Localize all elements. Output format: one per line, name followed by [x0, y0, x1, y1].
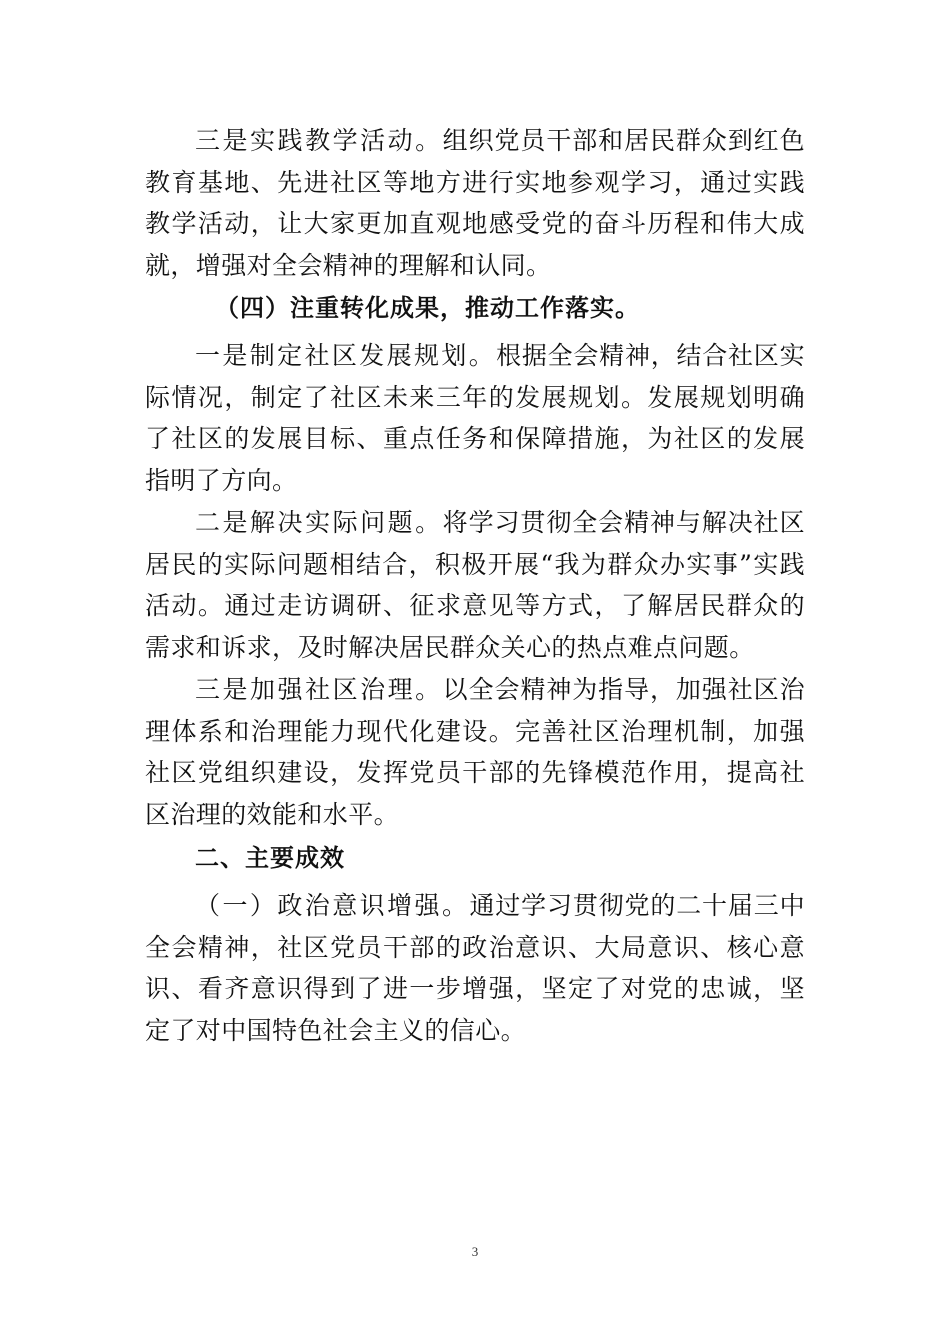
paragraph-lead: 三是实践教学活动。 [195, 126, 443, 155]
page-number: 3 [471, 1244, 479, 1259]
paragraph-text: 以全会精神为指导，加强社区治理体系和治理能力现代化建设。完善社区治理机制，加强社区党组织建设，发挥党员干部的先锋模范作用，提高社区治理的效能和水平。 [145, 675, 805, 829]
paragraph-text: 通过学习贯彻党的二十届三中全会精神，社区党员干部的政治意识、大局意识、核心意识、看齐意识得到了进一步增强，坚定了对党的忠诚，坚定了对中国特色社会主义的信心。 [145, 891, 805, 1045]
paragraph-community-governance [145, 669, 805, 835]
paragraph-lead: 一是制定社区发展规划。 [195, 341, 497, 370]
document-body [145, 120, 805, 1052]
paragraph-lead: 三是加强社区治理。 [195, 675, 443, 704]
paragraph-text: 根据全会精神，结合社区实际情况，制定了社区未来三年的发展规划。发展规划明确了社区的发展目标、重点任务和保障措施，为社区的发展指明了方向。 [145, 341, 805, 495]
section-heading-main-results: 二、主要成效 [195, 844, 345, 872]
paragraph-text: 组织党员干部和居民群众到红色教育基地、先进社区等地方进行实地参观学习，通过实践教学活动，让大家更加直观地感受党的奋斗历程和伟大成就，增强对全会精神的理解和认同。 [145, 126, 805, 280]
paragraph-practice-teaching [145, 120, 805, 286]
paragraph-political-awareness [145, 885, 805, 1051]
paragraph-lead: （一）政治意识增强。 [195, 891, 470, 920]
paragraph-development-plan [145, 335, 805, 501]
paragraph-lead: 二是解决实际问题。 [195, 508, 443, 537]
paragraph-solve-problems [145, 502, 805, 668]
section-heading-four: （四）注重转化成果，推动工作落实。 [215, 294, 640, 322]
paragraph-text: 将学习贯彻全会精神与解决社区居民的实际问题相结合，积极开展“我为群众办实事”实践活动。通过走访调研、征求意见等方式，了解居民群众的需求和诉求，及时解决居民群众关心的热点难点问题。 [145, 508, 805, 662]
